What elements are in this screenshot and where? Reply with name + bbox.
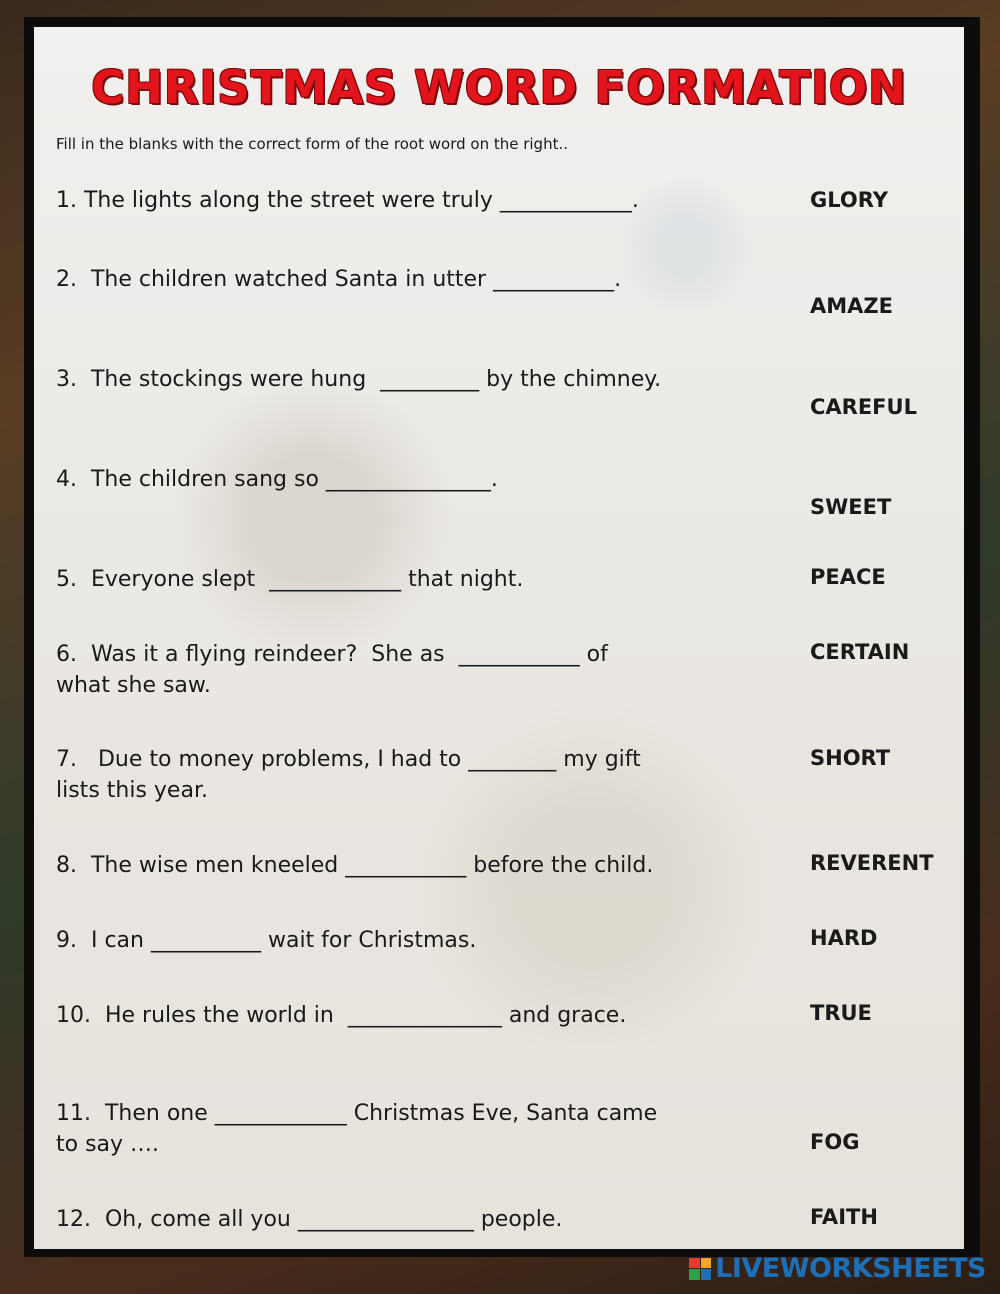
question-7[interactable]: 7. Due to money problems, I had to ________ my gift lists this year. <box>56 747 641 803</box>
question-4[interactable]: 4. The children sang so _______________. <box>56 467 498 492</box>
root-word-4: SWEET <box>810 495 892 519</box>
root-word-10: TRUE <box>810 1001 872 1025</box>
liveworksheets-watermark[interactable] <box>689 1255 986 1282</box>
question-6[interactable]: 6. Was it a flying reindeer? She as ___________ of what she saw. <box>56 642 608 698</box>
question-8[interactable]: 8. The wise men kneeled ___________ before the child. <box>56 853 654 878</box>
question-10[interactable]: 10. He rules the world in ______________ and grace. <box>56 1003 627 1028</box>
root-word-3: CAREFUL <box>810 395 917 419</box>
liveworksheets-logo-icon <box>689 1258 711 1280</box>
root-word-7: SHORT <box>810 746 891 770</box>
root-word-8: REVERENT <box>810 851 934 875</box>
root-word-11: FOG <box>810 1130 860 1154</box>
worksheet-title: CHRISTMAS WORD FORMATION <box>91 61 907 114</box>
root-word-1: GLORY <box>810 188 888 212</box>
question-9[interactable]: 9. I can __________ wait for Christmas. <box>56 928 477 953</box>
question-11[interactable]: 11. Then one ____________ Christmas Eve, Santa came to say …. <box>56 1101 658 1157</box>
liveworksheets-logo-text: LIVEWORKSHEETS <box>715 1253 986 1284</box>
root-word-12: FAITH <box>810 1205 878 1229</box>
root-word-5: PEACE <box>810 565 886 589</box>
question-3[interactable]: 3. The stockings were hung _________ by the chimney. <box>56 367 662 392</box>
question-5[interactable]: 5. Everyone slept ____________ that night. <box>56 567 524 592</box>
root-word-9: HARD <box>810 926 878 950</box>
root-word-6: CERTAIN <box>810 640 910 664</box>
question-1[interactable]: 1. The lights along the street were truly ____________. <box>56 188 639 213</box>
question-12[interactable]: 12. Oh, come all you ________________ people. <box>56 1207 563 1232</box>
root-word-2: AMAZE <box>810 294 893 318</box>
worksheet-sheet <box>34 27 964 1249</box>
question-2[interactable]: 2. The children watched Santa in utter ___________. <box>56 267 622 292</box>
instructions-text: Fill in the blanks with the correct form of the root word on the right.. <box>56 135 569 153</box>
